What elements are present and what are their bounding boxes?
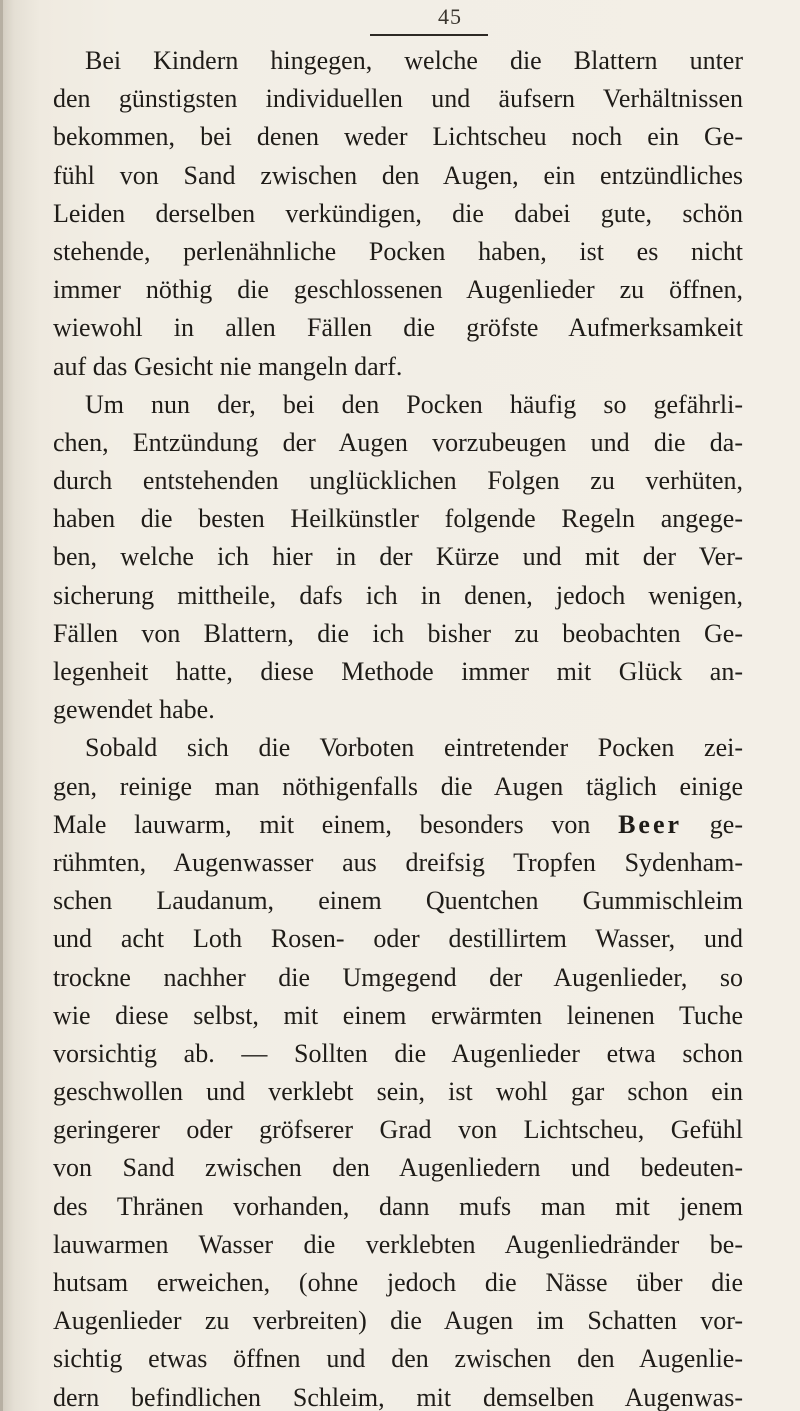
text-line: Sobald sich die Vorboten eintretender Pocken zei- [85,733,743,763]
text-line: sichtig etwas öffnen und den zwischen den Augenlie- [53,1344,743,1374]
text-line: fühl von Sand zwischen den Augen, ein entzündliches [53,160,743,190]
page-number-rule [370,34,488,36]
text-line: sicherung mittheile, dafs ich in denen, jedoch wenigen, [53,580,743,610]
text-line: auf das Gesicht nie mangeln darf. [53,351,403,381]
text-line: immer nöthig die geschlossenen Augenlieder zu öffnen, [53,275,743,305]
text-line: den günstigsten individuellen und äufsern Verhältnissen [53,84,743,114]
text-line: des Thränen vorhanden, dann mufs man mit jenem [53,1191,743,1221]
text-line: durch entstehenden unglücklichen Folgen zu verhüten, [53,466,743,496]
text-fragment: Male lauwarm, mit einem, besonders von [53,809,619,839]
text-line: geringerer oder gröfserer Grad von Lichtscheu, Gefühl [53,1115,743,1145]
page-gutter [0,0,3,1411]
text-line: ben, welche ich hier in der Kürze und mit der Ver- [53,542,743,572]
text-line: bekommen, bei denen weder Lichtscheu noch ein Ge- [53,122,743,152]
text-line: vorsichtig ab. — Sollten die Augenlieder etwa schon [53,1038,743,1068]
text-line: Um nun der, bei den Pocken häufig so gefährli- [85,389,743,419]
text-line: Leiden derselben verkündigen, die dabei gute, schön [53,198,743,228]
text-fragment: ge- [682,809,743,839]
text-line: gen, reinige man nöthigenfalls die Augen täglich einige [53,771,743,801]
text-line: lauwarmen Wasser die verklebten Augenliedränder be- [53,1229,743,1259]
text-line: schen Laudanum, einem Quentchen Gummischleim [53,886,743,916]
text-line: chen, Entzündung der Augen vorzubeugen und die da- [53,427,743,457]
author-name-spaced: Beer [618,809,683,839]
text-line: trockne nachher die Umgegend der Augenlieder, so [53,962,743,992]
text-line: Augenlieder zu verbreiten) die Augen im Schatten vor- [53,1306,743,1336]
text-line [53,806,743,844]
text-line: gewendet habe. [53,695,215,725]
text-line: dern befindlichen Schleim, mit demselben Augenwas- [53,1382,743,1411]
text-line: Bei Kindern hingegen, welche die Blattern unter [85,46,743,75]
text-line: legenheit hatte, diese Methode immer mit Glück an- [53,657,743,686]
page-number: 45 [438,4,462,29]
text-line: stehende, perlenähnliche Pocken haben, ist es nicht [53,236,743,266]
body-text [53,42,743,1411]
text-line: von Sand zwischen den Augenliedern und bedeuten- [53,1153,743,1183]
text-line: rühmten, Augenwasser aus dreifsig Tropfen Sydenham- [53,847,743,877]
text-line: geschwollen und verklebt sein, ist wohl gar schon ein [53,1077,743,1107]
text-line: Fällen von Blattern, die ich bisher zu beobachten Ge- [53,618,743,648]
text-line: haben die besten Heilkünstler folgende Regeln angege- [53,504,743,534]
text-line: hutsam erweichen, (ohne jedoch die Nässe über die [53,1268,743,1297]
text-line: wiewohl in allen Fällen die gröfste Aufmerksamkeit [53,313,743,343]
text-line: und acht Loth Rosen- oder destillirtem Wasser, und [53,924,743,954]
text-line: wie diese selbst, mit einem erwärmten leinenen Tuche [53,1000,743,1030]
